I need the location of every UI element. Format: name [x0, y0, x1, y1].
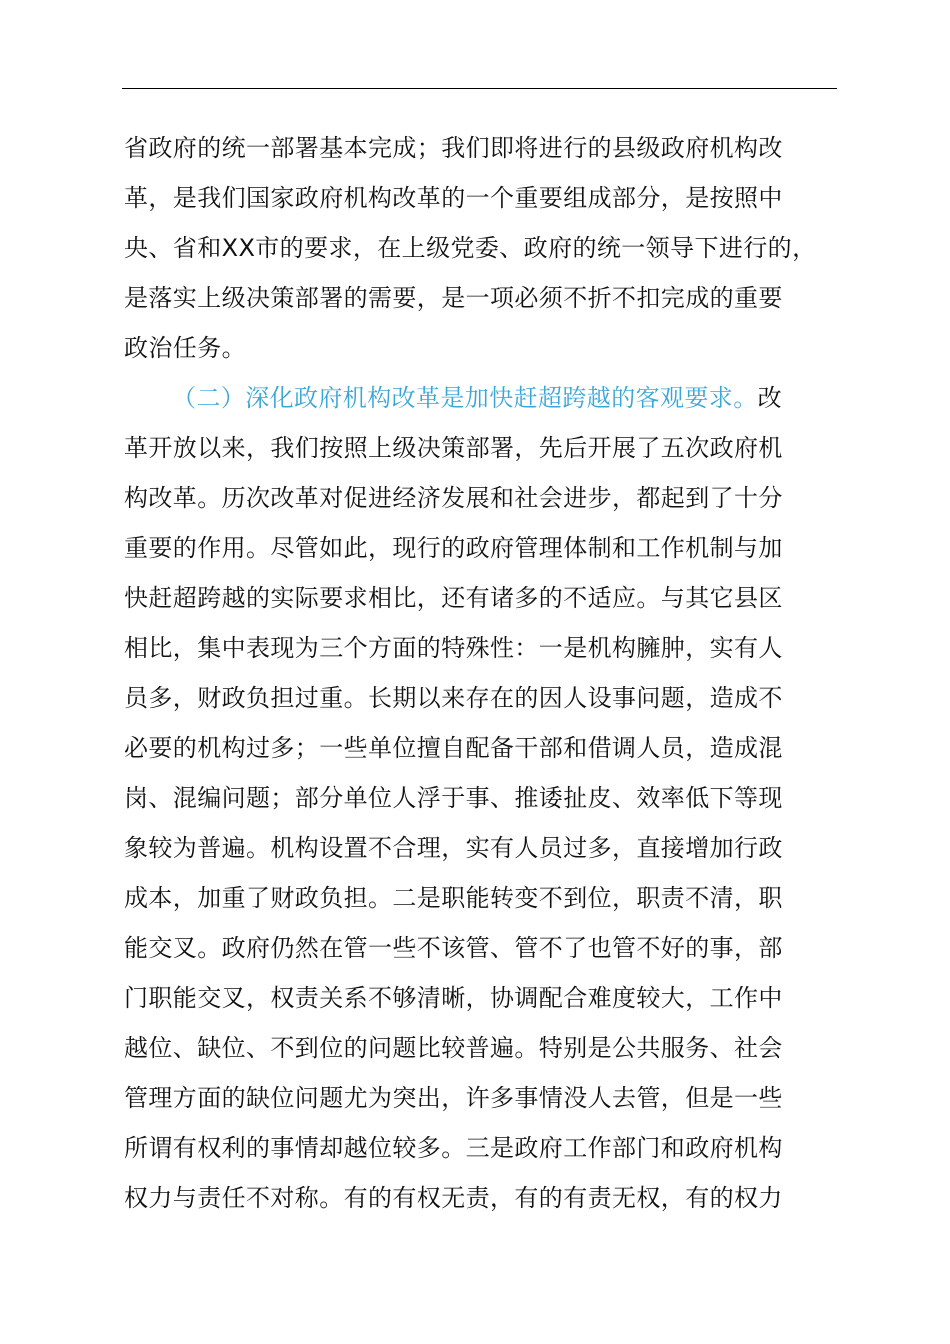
section-heading-line [172, 383, 782, 413]
text-line: 省政府的统一部署基本完成；我们即将进行的县级政府机构改 [124, 134, 783, 162]
text-line: 革，是我们国家政府机构改革的一个重要组成部分，是按照中 [124, 184, 783, 212]
text-line: 能交叉。政府仍然在管一些不该管、管不了也管不好的事，部 [124, 934, 783, 962]
text-line: 是落实上级决策部署的需要，是一项必须不折不扣完成的重要 [124, 284, 783, 312]
header-rule [122, 88, 837, 89]
heading-trailing-text: 改 [757, 384, 783, 412]
text-line: 门职能交叉，权责关系不够清晰，协调配合难度较大，工作中 [124, 984, 783, 1012]
text-line: 员多，财政负担过重。长期以来存在的因人设事问题，造成不 [124, 684, 783, 712]
text-line: 越位、缺位、不到位的问题比较普遍。特别是公共服务、社会 [124, 1034, 783, 1062]
text-line: 岗、混编问题；部分单位人浮于事、推诿扯皮、效率低下等现 [124, 784, 783, 812]
section-heading: （二）深化政府机构改革是加快赶超跨越的客观要求。 [172, 384, 758, 412]
text-line: 必要的机构过多；一些单位擅自配备干部和借调人员，造成混 [124, 734, 783, 762]
text-line: 央、省和XX市的要求，在上级党委、政府的统一领导下进行的， [124, 234, 817, 262]
text-line: 快赶超跨越的实际要求相比，还有诸多的不适应。与其它县区 [124, 584, 783, 612]
text-line: 政治任务。 [124, 334, 246, 362]
text-line: 构改革。历次改革对促进经济发展和社会进步，都起到了十分 [124, 484, 783, 512]
text-line: 重要的作用。尽管如此，现行的政府管理体制和工作机制与加 [124, 534, 783, 562]
text-line: 所谓有权利的事情却越位较多。三是政府工作部门和政府机构 [124, 1134, 783, 1162]
text-line: 权力与责任不对称。有的有权无责，有的有责无权，有的权力 [124, 1184, 783, 1212]
text-line: 象较为普遍。机构设置不合理，实有人员过多，直接增加行政 [124, 834, 783, 862]
text-line: 成本，加重了财政负担。二是职能转变不到位，职责不清，职 [124, 884, 783, 912]
text-line: 管理方面的缺位问题尤为突出，许多事情没人去管，但是一些 [124, 1084, 783, 1112]
text-line: 相比，集中表现为三个方面的特殊性：一是机构臃肿，实有人 [124, 634, 783, 662]
text-line: 革开放以来，我们按照上级决策部署，先后开展了五次政府机 [124, 434, 783, 462]
